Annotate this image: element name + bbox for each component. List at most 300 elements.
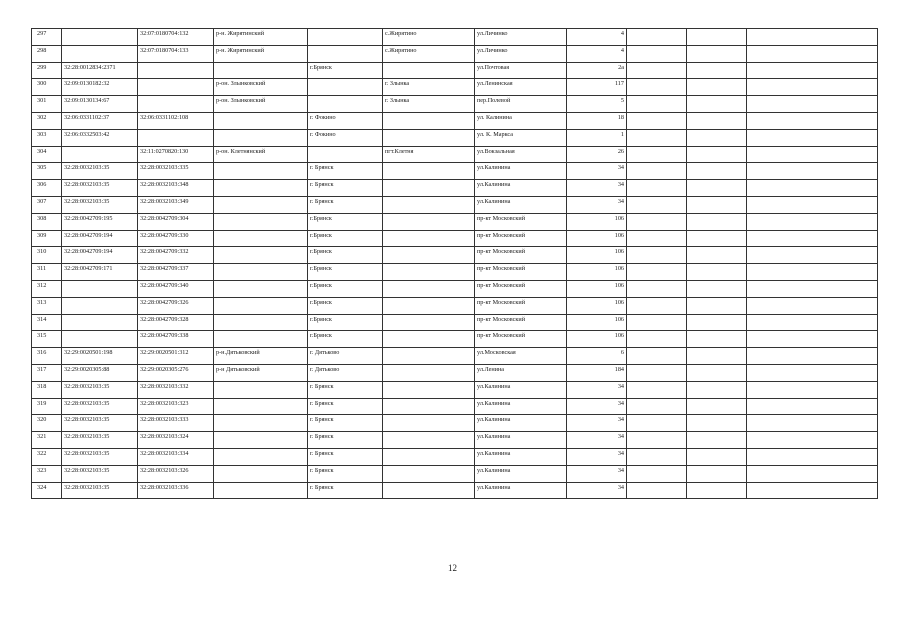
object-cadastral-number-cell	[138, 62, 214, 79]
row-number-cell: 303	[32, 129, 62, 146]
house-number-cell: 6	[567, 348, 627, 365]
empty-cell-1	[627, 398, 687, 415]
table-row	[32, 129, 878, 146]
row-number-cell: 311	[32, 264, 62, 281]
empty-cell-1	[627, 364, 687, 381]
object-cadastral-number-cell: 32:11:0270820:130	[138, 146, 214, 163]
cadastral-number-cell: 32:09:0130134:67	[62, 96, 138, 113]
district-cell	[214, 381, 308, 398]
district-cell	[214, 448, 308, 465]
row-number-cell: 323	[32, 465, 62, 482]
district-cell	[214, 314, 308, 331]
empty-cell-2	[687, 297, 747, 314]
row-number-cell: 301	[32, 96, 62, 113]
row-number-cell: 298	[32, 45, 62, 62]
empty-cell-3	[747, 146, 878, 163]
cadastral-number-cell: 32:28:0032103:35	[62, 398, 138, 415]
district-cell	[214, 62, 308, 79]
cadastral-number-cell: 32:28:0042709:195	[62, 213, 138, 230]
house-number-cell: 106	[567, 230, 627, 247]
city-cell: г. Брянск	[308, 432, 383, 449]
empty-cell-2	[687, 247, 747, 264]
empty-cell-2	[687, 415, 747, 432]
object-cadastral-number-cell	[138, 79, 214, 96]
house-number-cell: 106	[567, 297, 627, 314]
table-row	[32, 62, 878, 79]
empty-cell-1	[627, 314, 687, 331]
empty-cell-3	[747, 465, 878, 482]
table-row	[32, 432, 878, 449]
empty-cell-2	[687, 448, 747, 465]
cadastral-number-cell: 32:28:0032103:35	[62, 482, 138, 499]
street-cell: пр-кт Московский	[475, 314, 567, 331]
cadastral-number-cell: 32:28:0032103:35	[62, 180, 138, 197]
settlement-cell	[383, 415, 475, 432]
empty-cell-2	[687, 112, 747, 129]
street-cell: ул.Калинина	[475, 180, 567, 197]
city-cell: г. Фокино	[308, 112, 383, 129]
city-cell: г.Брянск	[308, 331, 383, 348]
district-cell	[214, 465, 308, 482]
district-cell	[214, 432, 308, 449]
object-cadastral-number-cell: 32:28:0032103:348	[138, 180, 214, 197]
empty-cell-1	[627, 482, 687, 499]
settlement-cell: г. Злынка	[383, 79, 475, 96]
cadastral-number-cell: 32:28:0032103:35	[62, 415, 138, 432]
empty-cell-1	[627, 180, 687, 197]
street-cell: пер.Полевой	[475, 96, 567, 113]
empty-cell-3	[747, 62, 878, 79]
settlement-cell	[383, 314, 475, 331]
city-cell: г. Брянск	[308, 196, 383, 213]
empty-cell-2	[687, 264, 747, 281]
empty-cell-3	[747, 163, 878, 180]
settlement-cell	[383, 129, 475, 146]
table-row	[32, 180, 878, 197]
empty-cell-3	[747, 398, 878, 415]
empty-cell-1	[627, 45, 687, 62]
object-cadastral-number-cell: 32:28:0042709:340	[138, 280, 214, 297]
city-cell: г. Брянск	[308, 482, 383, 499]
street-cell: ул.Почтовая	[475, 62, 567, 79]
table-row	[32, 482, 878, 499]
empty-cell-3	[747, 415, 878, 432]
row-number-cell: 316	[32, 348, 62, 365]
house-number-cell: 34	[567, 482, 627, 499]
district-cell	[214, 297, 308, 314]
street-cell: ул.Калинина	[475, 465, 567, 482]
city-cell: г. Брянск	[308, 398, 383, 415]
empty-cell-3	[747, 112, 878, 129]
row-number-cell: 310	[32, 247, 62, 264]
city-cell: г.Брянск	[308, 213, 383, 230]
district-cell	[214, 180, 308, 197]
empty-cell-1	[627, 29, 687, 46]
settlement-cell	[383, 280, 475, 297]
cadastral-number-cell	[62, 280, 138, 297]
empty-cell-2	[687, 398, 747, 415]
table-body	[32, 29, 878, 499]
empty-cell-2	[687, 230, 747, 247]
settlement-cell	[383, 163, 475, 180]
empty-cell-3	[747, 29, 878, 46]
empty-cell-1	[627, 297, 687, 314]
settlement-cell	[383, 247, 475, 264]
street-cell: ул. Калинина	[475, 112, 567, 129]
empty-cell-2	[687, 432, 747, 449]
city-cell	[308, 29, 383, 46]
empty-cell-1	[627, 146, 687, 163]
street-cell: пр-кт Московский	[475, 247, 567, 264]
empty-cell-1	[627, 230, 687, 247]
settlement-cell	[383, 381, 475, 398]
empty-cell-1	[627, 112, 687, 129]
district-cell	[214, 280, 308, 297]
object-cadastral-number-cell: 32:07:0180704:132	[138, 29, 214, 46]
house-number-cell: 34	[567, 180, 627, 197]
district-cell	[214, 415, 308, 432]
table-row	[32, 79, 878, 96]
empty-cell-3	[747, 314, 878, 331]
district-cell: р-н Дятьковский	[214, 364, 308, 381]
house-number-cell: 34	[567, 432, 627, 449]
city-cell: г.Брянск	[308, 264, 383, 281]
district-cell	[214, 163, 308, 180]
cadastral-number-cell	[62, 146, 138, 163]
object-cadastral-number-cell: 32:28:0032103:334	[138, 448, 214, 465]
street-cell: ул.Калинина	[475, 482, 567, 499]
empty-cell-2	[687, 96, 747, 113]
empty-cell-2	[687, 482, 747, 499]
city-cell: г. Брянск	[308, 180, 383, 197]
object-cadastral-number-cell: 32:28:0042709:328	[138, 314, 214, 331]
cadastral-number-cell	[62, 45, 138, 62]
district-cell	[214, 129, 308, 146]
empty-cell-3	[747, 96, 878, 113]
object-cadastral-number-cell: 32:28:0042709:338	[138, 331, 214, 348]
table-row	[32, 314, 878, 331]
empty-cell-3	[747, 196, 878, 213]
street-cell: пр-кт Московский	[475, 297, 567, 314]
street-cell: пр-кт Московский	[475, 213, 567, 230]
table-row	[32, 45, 878, 62]
house-number-cell: 34	[567, 398, 627, 415]
table-row	[32, 465, 878, 482]
city-cell: г.Брянск	[308, 314, 383, 331]
table-row	[32, 448, 878, 465]
row-number-cell: 307	[32, 196, 62, 213]
settlement-cell	[383, 482, 475, 499]
city-cell: г.Брянск	[308, 297, 383, 314]
object-cadastral-number-cell: 32:29:0020305:276	[138, 364, 214, 381]
house-number-cell: 34	[567, 448, 627, 465]
city-cell	[308, 146, 383, 163]
object-cadastral-number-cell: 32:28:0032103:333	[138, 415, 214, 432]
street-cell: ул.Ленинская	[475, 79, 567, 96]
empty-cell-2	[687, 129, 747, 146]
object-cadastral-number-cell: 32:28:0042709:326	[138, 297, 214, 314]
object-cadastral-number-cell: 32:28:0042709:332	[138, 247, 214, 264]
house-number-cell: 117	[567, 79, 627, 96]
empty-cell-2	[687, 381, 747, 398]
house-number-cell: 184	[567, 364, 627, 381]
table-row	[32, 230, 878, 247]
empty-cell-1	[627, 79, 687, 96]
object-cadastral-number-cell: 32:28:0032103:332	[138, 381, 214, 398]
row-number-cell: 320	[32, 415, 62, 432]
cadastral-number-cell: 32:28:0042709:194	[62, 247, 138, 264]
street-cell: пр-кт Московский	[475, 230, 567, 247]
settlement-cell	[383, 180, 475, 197]
row-number-cell: 297	[32, 29, 62, 46]
city-cell: г. Дятьково	[308, 348, 383, 365]
district-cell: р-н. Жирятинский	[214, 45, 308, 62]
empty-cell-2	[687, 314, 747, 331]
settlement-cell	[383, 432, 475, 449]
empty-cell-2	[687, 163, 747, 180]
settlement-cell	[383, 264, 475, 281]
table-row	[32, 297, 878, 314]
street-cell: ул.Калинина	[475, 415, 567, 432]
empty-cell-1	[627, 448, 687, 465]
street-cell: ул.Калинина	[475, 432, 567, 449]
city-cell: г.Брянск	[308, 280, 383, 297]
empty-cell-3	[747, 331, 878, 348]
row-number-cell: 302	[32, 112, 62, 129]
street-cell: ул.Личинко	[475, 29, 567, 46]
empty-cell-3	[747, 432, 878, 449]
empty-cell-3	[747, 482, 878, 499]
empty-cell-1	[627, 62, 687, 79]
street-cell: ул.Калинина	[475, 398, 567, 415]
district-cell: р-н.Дятьковский	[214, 348, 308, 365]
settlement-cell	[383, 112, 475, 129]
street-cell: ул.Калинина	[475, 448, 567, 465]
settlement-cell	[383, 230, 475, 247]
empty-cell-3	[747, 180, 878, 197]
city-cell: г. Брянск	[308, 415, 383, 432]
settlement-cell: с.Жирятино	[383, 45, 475, 62]
cadastral-number-cell: 32:09:0130182:32	[62, 79, 138, 96]
street-cell: ул.Калинина	[475, 381, 567, 398]
empty-cell-3	[747, 79, 878, 96]
empty-cell-1	[627, 432, 687, 449]
row-number-cell: 322	[32, 448, 62, 465]
settlement-cell: пгт.Клетня	[383, 146, 475, 163]
empty-cell-1	[627, 348, 687, 365]
row-number-cell: 324	[32, 482, 62, 499]
cadastral-number-cell: 32:28:0032103:35	[62, 196, 138, 213]
street-cell: ул.Ленина	[475, 364, 567, 381]
street-cell: ул.Вокзальная	[475, 146, 567, 163]
empty-cell-2	[687, 364, 747, 381]
cadastral-number-cell: 32:29:0020501:198	[62, 348, 138, 365]
object-cadastral-number-cell: 32:07:0180704:133	[138, 45, 214, 62]
cadastral-number-cell: 32:28:0042709:171	[62, 264, 138, 281]
settlement-cell	[383, 398, 475, 415]
object-cadastral-number-cell: 32:28:0032103:335	[138, 163, 214, 180]
object-cadastral-number-cell: 32:28:0042709:304	[138, 213, 214, 230]
table-row	[32, 381, 878, 398]
empty-cell-2	[687, 196, 747, 213]
empty-cell-1	[627, 247, 687, 264]
empty-cell-1	[627, 196, 687, 213]
empty-cell-2	[687, 29, 747, 46]
empty-cell-2	[687, 45, 747, 62]
table-row	[32, 96, 878, 113]
table-row	[32, 331, 878, 348]
street-cell: ул.Калинина	[475, 196, 567, 213]
table-row	[32, 146, 878, 163]
row-number-cell: 318	[32, 381, 62, 398]
object-cadastral-number-cell: 32:28:0032103:326	[138, 465, 214, 482]
row-number-cell: 313	[32, 297, 62, 314]
object-cadastral-number-cell: 32:06:0331102:108	[138, 112, 214, 129]
empty-cell-2	[687, 331, 747, 348]
district-cell	[214, 398, 308, 415]
house-number-cell: 106	[567, 331, 627, 348]
street-cell: ул.Калинина	[475, 163, 567, 180]
empty-cell-3	[747, 448, 878, 465]
row-number-cell: 304	[32, 146, 62, 163]
empty-cell-3	[747, 213, 878, 230]
empty-cell-2	[687, 348, 747, 365]
object-cadastral-number-cell	[138, 129, 214, 146]
district-cell: р-он. Злынковский	[214, 79, 308, 96]
table-row	[32, 348, 878, 365]
cadastral-number-cell: 32:28:0032103:35	[62, 381, 138, 398]
house-number-cell: 18	[567, 112, 627, 129]
empty-cell-3	[747, 348, 878, 365]
cadastral-number-cell	[62, 297, 138, 314]
table-row	[32, 364, 878, 381]
house-number-cell: 34	[567, 465, 627, 482]
empty-cell-3	[747, 129, 878, 146]
empty-cell-1	[627, 264, 687, 281]
house-number-cell: 5	[567, 96, 627, 113]
empty-cell-1	[627, 213, 687, 230]
district-cell	[214, 213, 308, 230]
district-cell	[214, 331, 308, 348]
object-cadastral-number-cell: 32:28:0032103:336	[138, 482, 214, 499]
house-number-cell: 106	[567, 264, 627, 281]
city-cell: г. Брянск	[308, 381, 383, 398]
city-cell: г.Брянск	[308, 62, 383, 79]
object-cadastral-number-cell: 32:28:0032103:324	[138, 432, 214, 449]
table-row	[32, 163, 878, 180]
empty-cell-2	[687, 280, 747, 297]
street-cell: ул. К. Маркса	[475, 129, 567, 146]
settlement-cell	[383, 196, 475, 213]
table-row	[32, 415, 878, 432]
empty-cell-1	[627, 280, 687, 297]
table-row	[32, 264, 878, 281]
cadastral-number-cell: 32:06:0332503:42	[62, 129, 138, 146]
settlement-cell	[383, 297, 475, 314]
settlement-cell: г. Злынка	[383, 96, 475, 113]
cadastral-number-cell: 32:28:0032103:35	[62, 448, 138, 465]
empty-cell-3	[747, 381, 878, 398]
row-number-cell: 315	[32, 331, 62, 348]
object-cadastral-number-cell: 32:29:0020501:312	[138, 348, 214, 365]
cadastral-number-cell: 32:28:0012834:2371	[62, 62, 138, 79]
cadastral-number-cell: 32:28:0032103:35	[62, 465, 138, 482]
object-cadastral-number-cell: 32:28:0032103:323	[138, 398, 214, 415]
empty-cell-1	[627, 96, 687, 113]
street-cell: ул.Личинко	[475, 45, 567, 62]
row-number-cell: 314	[32, 314, 62, 331]
house-number-cell: 2а	[567, 62, 627, 79]
house-number-cell: 4	[567, 29, 627, 46]
city-cell: г. Брянск	[308, 448, 383, 465]
object-cadastral-number-cell	[138, 96, 214, 113]
cadastral-number-cell	[62, 29, 138, 46]
row-number-cell: 309	[32, 230, 62, 247]
street-cell: пр-кт Московский	[475, 264, 567, 281]
table-row	[32, 398, 878, 415]
empty-cell-1	[627, 381, 687, 398]
row-number-cell: 308	[32, 213, 62, 230]
row-number-cell: 300	[32, 79, 62, 96]
row-number-cell: 305	[32, 163, 62, 180]
cadastral-number-cell	[62, 314, 138, 331]
district-cell	[214, 230, 308, 247]
empty-cell-3	[747, 364, 878, 381]
table-row	[32, 213, 878, 230]
settlement-cell: с.Жирятино	[383, 29, 475, 46]
house-number-cell: 4	[567, 45, 627, 62]
empty-cell-2	[687, 213, 747, 230]
street-cell: пр-кт Московский	[475, 331, 567, 348]
district-cell: р-он. Злынковский	[214, 96, 308, 113]
cadastral-number-cell: 32:28:0032103:35	[62, 163, 138, 180]
district-cell: р-н. Жирятинский	[214, 29, 308, 46]
empty-cell-2	[687, 146, 747, 163]
street-cell: ул.Московская	[475, 348, 567, 365]
cadastral-number-cell: 32:06:0331102:37	[62, 112, 138, 129]
city-cell: г.Брянск	[308, 247, 383, 264]
city-cell	[308, 45, 383, 62]
city-cell: г. Брянск	[308, 163, 383, 180]
empty-cell-2	[687, 180, 747, 197]
house-number-cell: 106	[567, 247, 627, 264]
table-row	[32, 112, 878, 129]
city-cell	[308, 96, 383, 113]
row-number-cell: 321	[32, 432, 62, 449]
city-cell: г. Дятьково	[308, 364, 383, 381]
city-cell: г. Фокино	[308, 129, 383, 146]
district-cell	[214, 196, 308, 213]
row-number-cell: 299	[32, 62, 62, 79]
house-number-cell: 26	[567, 146, 627, 163]
empty-cell-2	[687, 79, 747, 96]
house-number-cell: 34	[567, 381, 627, 398]
district-cell	[214, 482, 308, 499]
district-cell	[214, 264, 308, 281]
empty-cell-1	[627, 129, 687, 146]
empty-cell-1	[627, 465, 687, 482]
row-number-cell: 319	[32, 398, 62, 415]
empty-cell-3	[747, 264, 878, 281]
cadastral-number-cell: 32:29:0020305:88	[62, 364, 138, 381]
table-row	[32, 280, 878, 297]
settlement-cell	[383, 348, 475, 365]
empty-cell-3	[747, 45, 878, 62]
city-cell	[308, 79, 383, 96]
settlement-cell	[383, 364, 475, 381]
cadastral-number-cell	[62, 331, 138, 348]
table-row	[32, 247, 878, 264]
